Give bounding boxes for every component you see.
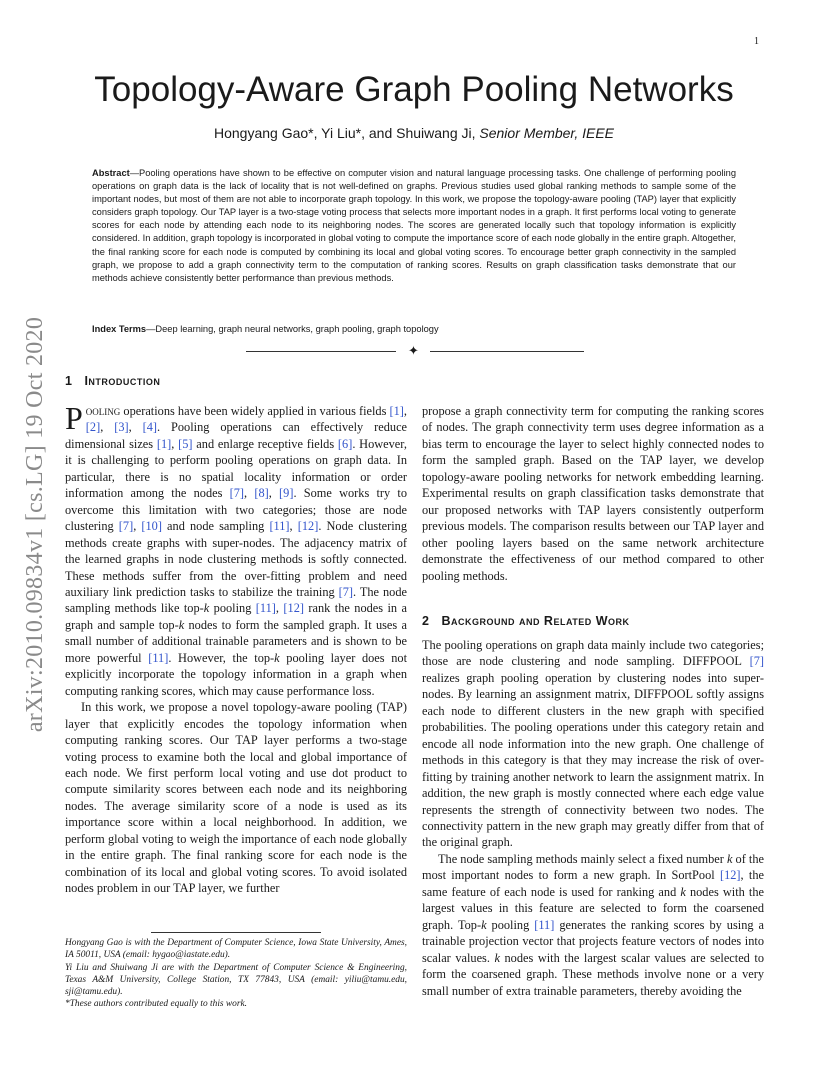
paper-title: Topology-Aware Graph Pooling Networks [94, 70, 734, 109]
right-column-background [422, 637, 764, 999]
citation-link[interactable]: [11] [148, 650, 169, 665]
text-run: , [133, 519, 142, 534]
left-column [65, 400, 408, 897]
section-heading-introduction [65, 374, 160, 388]
right-column-intro-continued [422, 403, 764, 584]
citation-link[interactable]: [11] [269, 519, 290, 534]
text-run: . The node sampling methods like top- [65, 584, 407, 616]
text-run: , [403, 404, 407, 418]
intro-paragraph-continued: propose a graph connectivity term for computing the ranking scores of nodes. The graph connectivity term uses degree information as a bias term to encourage the layer to select highly connected nodes to form the sampled graph. Based on the TAP layer, we develop topology-aware pooling networks for network embedding learning. Experimental results on graph classification tasks demonstrate that our proposed networks with TAP layers consistently outperform previous models. The comparison results between our TAP layer and other pooling layers based on the same network architecture demonstrate the effectiveness of our method compared to other pooling methods. [422, 404, 764, 583]
citation-link[interactable]: [12] [719, 868, 741, 883]
citation-link[interactable]: [11] [534, 917, 555, 932]
text-run: , [289, 519, 298, 534]
text-run: The node sampling methods mainly select a fixed number [438, 851, 727, 866]
footnote-equal-contribution: *These authors contributed equally to this work. [65, 999, 248, 1010]
section-number: 1 [65, 374, 73, 388]
text-run: , [244, 486, 255, 501]
section-number: 2 [422, 614, 430, 628]
text-run: . However, the top- [168, 650, 275, 665]
intro-first-word: ooling [85, 404, 121, 418]
text-run: nodes to form the sampled graph. It uses a small number of additional trainable parameters and is shown to be more powerful [65, 617, 407, 665]
text-run: , [275, 601, 284, 616]
text-run: rank the nodes in a graph and sample top- [65, 601, 407, 632]
text-run: pooling [209, 601, 256, 616]
text-run: The pooling operations on graph data mainly include two categories; those are node clustering and node sampling. DIFFPOOL [422, 638, 764, 669]
index-terms-label: Index Terms [92, 324, 147, 334]
citation-link[interactable]: [7] [118, 519, 134, 534]
index-terms [92, 324, 736, 334]
text-run: , [171, 436, 179, 451]
section-title: Introduction [84, 374, 161, 388]
abstract [92, 167, 736, 285]
math-k: k [680, 884, 686, 899]
text-run: pooling layer does not explicitly incorporate the topology information in a graph when computing ranking scores, which may cause performance loss. [65, 650, 408, 698]
text-run: realizes graph pooling operation by clustering nodes into super-nodes. By learning an assignment matrix, DIFFPOOL softly assigns each node to different clusters in the new graph with specified probabilities. The pooling operations under this category retain and encode all node information into the new graph. One challenge of methods in this category is that they may increase the risk of over-fitting by training another network to learn the assignment matrix. In addition, the new graph is mostly connected where each edge value represents the strength of connectivity between two nodes. The connectivity pattern in the new graph may greatly differ from that of the original graph. [422, 670, 764, 850]
math-k: k [203, 601, 210, 616]
author-names: Hongyang Gao*, Yi Liu*, and Shuiwang Ji, [213, 125, 476, 141]
citation-link[interactable]: [8] [254, 486, 269, 501]
text-run: , [100, 420, 115, 435]
separator-glyph: ✦ [408, 343, 419, 358]
citation-link[interactable]: [7] [229, 486, 245, 501]
citation-link[interactable]: [10] [141, 519, 162, 534]
citation-link[interactable]: [11] [255, 601, 276, 616]
text-run: , [268, 486, 280, 501]
separator-line-left [246, 351, 396, 352]
text-run: . [157, 420, 172, 435]
citation-link[interactable]: [7] [338, 584, 354, 599]
section-title: Background and Related Work [441, 614, 630, 628]
arxiv-stamp-text: arXiv:2010.09834v1 [cs.LG] 19 Oct 2020 [22, 316, 49, 732]
drop-cap: P [65, 400, 83, 436]
intro-paragraph-2: In this work, we propose a novel topology-aware pooling (TAP) layer that explicitly encodes the topology information when computing ranking scores. Our TAP layer performs a two-stage voting process to examine both the local and global importance of each node. We first perform local voting and use dot product to compute similarity scores between each node and its neighboring nodes. The average similarity score of a node is used as its importance score within a local neighborhood. In addition, we perform global voting to weigh the importance of each node globally in the entire graph. The final ranking score for each node is the combination of its local and global voting scores. To avoid isolated nodes problem in our TAP layer, we further [65, 700, 407, 896]
text-run: , the same feature of each node is used for ranking and [422, 868, 764, 899]
intro-paragraph-1 [65, 400, 408, 699]
abstract-label: Abstract [92, 168, 130, 178]
index-terms-text: —Deep learning, graph neural networks, graph pooling, graph topology [146, 324, 439, 334]
math-k: k [274, 650, 280, 665]
citation-link[interactable]: [4] [142, 420, 158, 435]
abstract-text: —Pooling operations have shown to be effective on computer vision and natural language processing tasks. One challenge of performing pooling operations on graph data is the lack of locality that is not well-defined on graphs. Previous studies used global ranking methods to sample some of the important nodes, but most of them are not able to incorporate graph topology. In this work, we propose the topology-aware pooling (TAP) layer that explicitly considers graph topology. Our TAP layer is a two-stage voting process that selects more important nodes in a graph. It first performs local voting to generate scores for each node by attending each node to its neighboring nodes. The scores are generated locally such that topology information is explicitly considered. In addition, graph topology is incorporated in global voting to compute the importance score of each node globally in the entire graph. Altogether, the final ranking score for each node is computed by combining its local and global voting scores. To encourage better graph connectivity in the sampled graph, we propose to add a graph connectivity term to the computation of ranking scores. Results on graph classification tasks demonstrate that our methods achieve consistently better performance than previous methods. [92, 168, 736, 283]
math-k: k [494, 950, 500, 965]
section-separator [246, 345, 584, 359]
citation-link[interactable]: [5] [178, 436, 193, 451]
text-run: Pooling operations can effectively reduce dimensional sizes [65, 420, 408, 451]
text-run: and enlarge receptive fields [192, 436, 338, 451]
text-run: generates the ranking scores by using a trainable projection vector that projects feature vectors of nodes into scalar values. [422, 917, 764, 965]
citation-link[interactable]: [1] [156, 436, 172, 451]
background-paragraph-2 [422, 851, 764, 999]
footnotes [65, 937, 407, 1011]
arxiv-identifier-stamp[interactable] [16, 290, 56, 758]
text-run: nodes with the largest values in this feature are selected to form the coarsened graph. Top- [422, 884, 764, 932]
text-run: . Node clustering methods create graphs with super-nodes. The adjacency matrix of the learned graphs in node clustering methods is softly connected. These methods suffer from the over-fitting problem and need auxiliary link prediction tasks to stabilize the training [65, 519, 408, 599]
citation-link[interactable]: [12] [297, 519, 319, 534]
citation-link[interactable]: [1] [389, 404, 404, 418]
text-run: of the most important nodes to form a new graph. In SortPool [422, 851, 765, 883]
background-paragraph-1 [422, 637, 764, 851]
text-run: pooling [486, 917, 535, 932]
text-run: nodes with the largest scalar values are selected to form the coarsened graph. These methods involve none or a very small number of extra trainable parameters, thereby avoiding the [422, 950, 764, 998]
citation-link[interactable]: [7] [749, 654, 764, 669]
math-k: k [481, 917, 487, 932]
footnote-affiliation-gao: Hongyang Gao is with the Department of Computer Science, Iowa State University, Ames, IA 50011, USA (email: hygao@iastate.edu). [65, 938, 407, 961]
text-run: . Some works try to overcome this limitation with two categories; those are node clustering [65, 486, 407, 534]
text-run: and node sampling [161, 519, 270, 534]
text-run: . However, it is challenging to perform pooling operations on graph data. In particular, there is no spatial locality information or order information among the nodes [65, 436, 407, 501]
author-line [0, 125, 828, 141]
footnote-affiliation-liu-ji: Yi Liu and Shuiwang Ji are with the Department of Computer Science & Engineering, Texas A&M University, College Station, TX 77843, USA (email: yiliu@tamu.edu, sji@tamu.edu). [65, 962, 407, 998]
section-heading-background [422, 614, 630, 628]
page-number: 1 [754, 36, 759, 47]
text-run: operations have been widely applied in various fields [120, 404, 390, 418]
citation-link[interactable]: [9] [279, 486, 294, 501]
citation-link[interactable]: [12] [283, 601, 304, 616]
separator-line-right [430, 351, 584, 352]
author-membership: Senior Member, IEEE [479, 125, 615, 141]
text-run: , [128, 420, 143, 435]
math-k: k [178, 617, 185, 632]
footnote-rule [151, 932, 321, 933]
citation-link[interactable]: [3] [114, 420, 129, 435]
citation-link[interactable]: [6] [337, 436, 353, 451]
math-k: k [726, 851, 733, 866]
citation-link[interactable]: [2] [85, 420, 101, 435]
